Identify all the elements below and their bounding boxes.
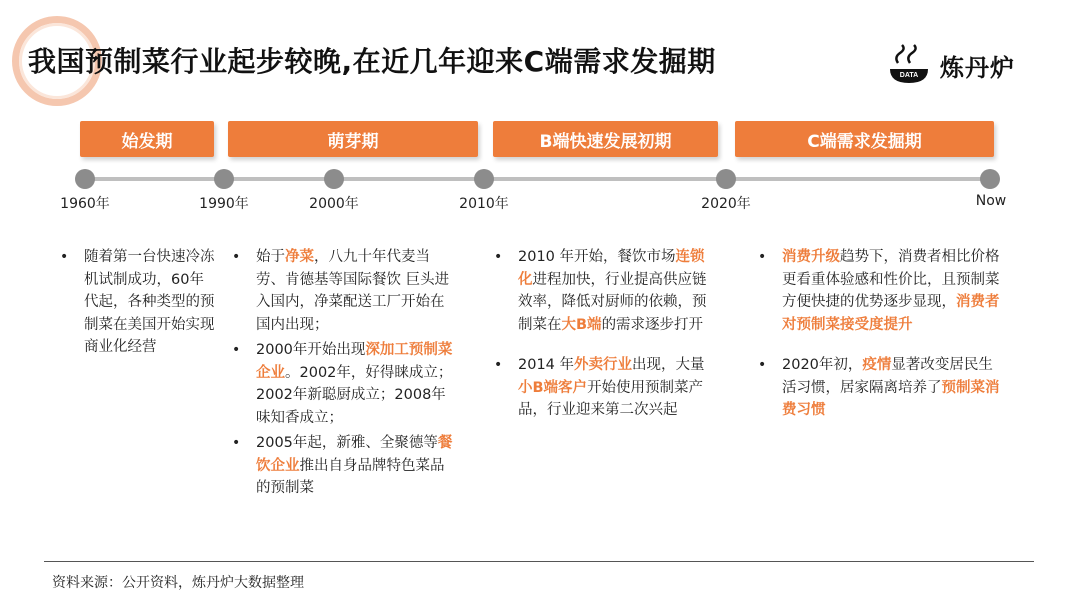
bullet-item bbox=[58, 246, 216, 359]
timeline-dot bbox=[980, 169, 1000, 189]
timeline-dot bbox=[716, 169, 736, 189]
body-text: 显著改变居民生活习惯，居家隔离培养了 bbox=[782, 357, 993, 396]
phase-label-sprout: 萌芽期 bbox=[228, 121, 478, 157]
body-text: 进程加快，行业提高供应链效率，降低对厨师的依赖，预制菜在 bbox=[518, 271, 707, 333]
timeline-label: 1960年 bbox=[60, 196, 110, 212]
timeline-dot bbox=[214, 169, 234, 189]
timeline-dot bbox=[75, 169, 95, 189]
highlight-text: 深加工预制菜企业 bbox=[256, 342, 453, 381]
bullet-marker: • bbox=[60, 249, 69, 265]
bullet-marker: • bbox=[232, 342, 241, 358]
bullet-item bbox=[756, 246, 1002, 336]
page-title: 我国预制菜行业起步较晚,在近几年迎来C端需求发掘期 bbox=[28, 45, 716, 78]
timeline-label: 2020年 bbox=[701, 196, 751, 212]
timeline-dot bbox=[324, 169, 344, 189]
bullet-item bbox=[492, 246, 714, 336]
highlight-text: 连锁化 bbox=[518, 249, 705, 288]
body-text: ，八九十年代麦当劳、肯德基等国际餐饮 巨头进入国内，净菜配送工厂开始在国内出现； bbox=[256, 249, 450, 333]
highlight-text: 大B端 bbox=[561, 316, 602, 333]
cup-logo-icon bbox=[884, 43, 934, 87]
phase-description-b-end bbox=[492, 246, 714, 440]
bullet-item bbox=[230, 339, 456, 429]
bullet-item bbox=[492, 354, 714, 422]
bullet-item bbox=[230, 432, 456, 500]
logo-mark-text: DATA bbox=[899, 72, 919, 79]
body-text: 。2002年，好得睐成立；2002年新聪厨成立；2008年味知香成立； bbox=[256, 364, 453, 426]
highlight-text: 疫情 bbox=[862, 357, 892, 373]
highlight-text: 预制菜消费习惯 bbox=[782, 379, 1000, 418]
phase-label-c-end: C端需求发掘期 bbox=[735, 121, 994, 157]
phase-label-b-end: B端快速发展初期 bbox=[493, 121, 718, 157]
timeline-label: Now bbox=[975, 193, 1007, 209]
bullet-marker: • bbox=[758, 249, 767, 265]
body-text: 开始使用预制菜产品，行业迎来第二次兴起 bbox=[518, 379, 704, 418]
source-note: 资料来源：公开资料，炼丹炉大数据整理 bbox=[52, 575, 304, 591]
phase-description-sprout bbox=[230, 246, 456, 503]
body-text: 2014 年 bbox=[518, 357, 575, 373]
timeline-label: 2010年 bbox=[459, 196, 509, 212]
body-text: 2010 年开始，餐饮市场 bbox=[518, 249, 676, 265]
bullet-marker: • bbox=[232, 249, 241, 265]
body-text: 始于 bbox=[256, 249, 285, 265]
body-text: 2005年起，新雅、全聚德等 bbox=[256, 435, 438, 451]
bullet-item bbox=[230, 246, 456, 336]
body-text: 出现，大量 bbox=[632, 357, 705, 373]
bullet-item bbox=[756, 354, 1002, 422]
phase-description-c-end bbox=[756, 246, 1002, 440]
phase-label-origin: 始发期 bbox=[80, 121, 214, 157]
highlight-text: 外卖行业 bbox=[574, 357, 633, 373]
highlight-text: 消费者对预制菜接受度提升 bbox=[782, 294, 1000, 333]
body-text: 的需求逐步打开 bbox=[601, 316, 704, 333]
body-text: 趋势下，消费者相比价格更看重体验感和性价比，且预制菜方便快捷的优势逐步显现， bbox=[782, 249, 1000, 310]
logo-text: 炼丹炉 bbox=[940, 53, 1015, 82]
bullet-marker: • bbox=[494, 357, 503, 373]
highlight-text: 小B端客户 bbox=[518, 379, 588, 396]
timeline-label: 1990年 bbox=[199, 196, 249, 212]
highlight-text: 餐饮企业 bbox=[256, 435, 453, 474]
phase-description-origin bbox=[58, 246, 216, 377]
body-text: 推出自身品牌特色菜品的预制菜 bbox=[256, 457, 445, 496]
brand-logo bbox=[884, 40, 1015, 90]
footer-divider bbox=[44, 561, 1034, 562]
bullet-marker: • bbox=[494, 249, 503, 265]
highlight-text: 净菜 bbox=[285, 249, 314, 265]
body-text: 随着第一台快速冷冻机试制成功，60年代起，各种类型的预制菜在美国开始实现商业化经营 bbox=[84, 249, 215, 355]
highlight-text: 消费升级 bbox=[782, 249, 840, 265]
body-text: 2000年开始出现 bbox=[256, 342, 366, 358]
timeline-dot bbox=[474, 169, 494, 189]
body-text: 2020年初， bbox=[782, 357, 863, 373]
bullet-marker: • bbox=[758, 357, 767, 373]
bullet-marker: • bbox=[232, 435, 241, 451]
timeline-label: 2000年 bbox=[309, 196, 359, 212]
